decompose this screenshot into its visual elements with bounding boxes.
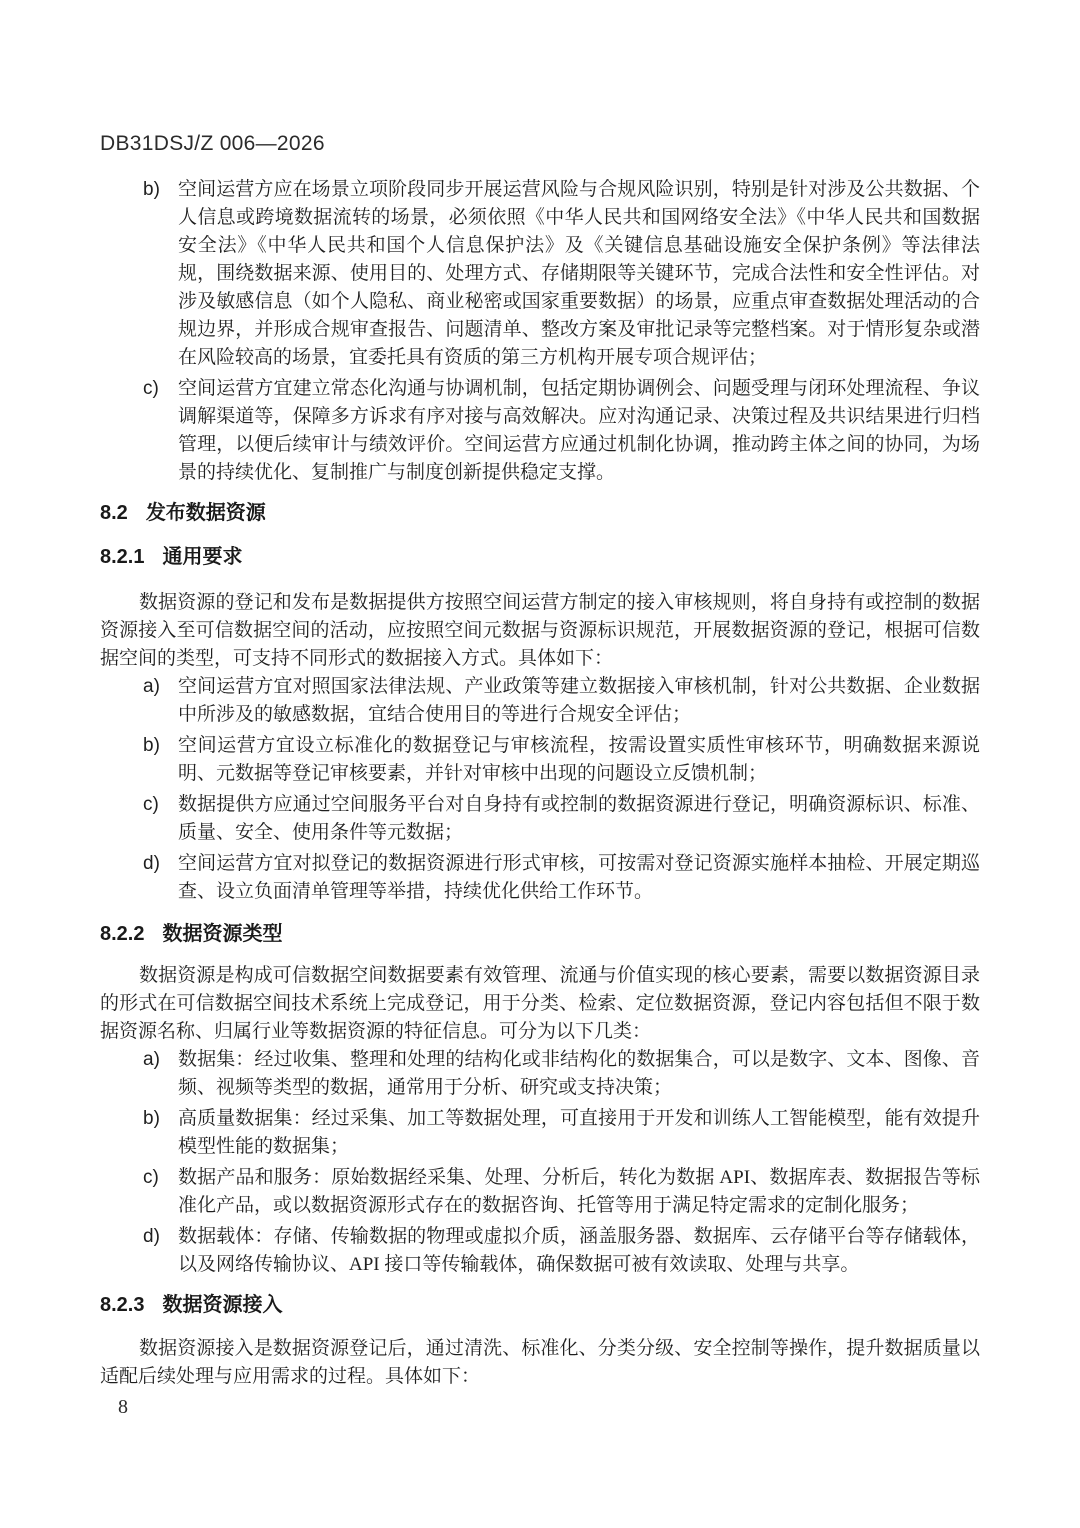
paragraph: 数据资源接入是数据资源登记后，通过清洗、标准化、分类分级、安全控制等操作，提升数据质量以适配后续处理与应用需求的过程。具体如下： [100, 1338, 980, 1387]
heading-title: 发布数据资源 [145, 502, 266, 524]
list-item-text: 空间运营方宜对拟登记的数据资源进行形式审核，可按需对登记资源实施样本抽检、开展定期巡查、设立负面清单管理等举措，持续优化供给工作环节。 [178, 853, 980, 902]
list-item-label: c) [143, 378, 159, 399]
heading-number: 8.2 [100, 502, 128, 524]
list-item [100, 732, 980, 788]
list-item [100, 850, 980, 906]
list-item [100, 1223, 980, 1279]
list-item-text: 数据集：经过收集、整理和处理的结构化或非结构化的数据集合，可以是数字、文本、图像、音频、视频等类型的数据，通常用于分析、研究或支持决策； [178, 1049, 980, 1098]
list-item-text: 数据提供方应通过空间服务平台对自身持有或控制的数据资源进行登记，明确资源标识、标准、质量、安全、使用条件等元数据； [178, 794, 980, 843]
paragraph: 数据资源的登记和发布是数据提供方按照空间运营方制定的接入审核规则，将自身持有或控制的数据资源接入至可信数据空间的活动，应按照空间元数据与资源标识规范，开展数据资源的登记，根据可信数据空间的类型，可支持不同形式的数据接入方式。具体如下： [100, 592, 980, 669]
list-item-label: d) [143, 1226, 160, 1247]
list-item [100, 375, 980, 487]
heading-title: 通用要求 [162, 546, 243, 568]
list-item-label: b) [143, 1108, 160, 1129]
list-item-label: c) [143, 1167, 159, 1188]
list-item-text: 空间运营方宜建立常态化沟通与协调机制，包括定期协调例会、问题受理与闭环处理流程、争议调解渠道等，保障多方诉求有序对接与高效解决。应对沟通记录、决策过程及共识结果进行归档管理，以便后续审计与绩效评价。空间运营方应通过机制化协调，推动跨主体之间的协同，为场景的持续优化、复制推广与制度创新提供稳定支撑。 [178, 378, 980, 483]
list-item-text: 空间运营方应在场景立项阶段同步开展运营风险与合规风险识别，特别是针对涉及公共数据、个人信息或跨境数据流转的场景，必须依照《中华人民共和国网络安全法》《中华人民共和国数据安全法》《中华人民共和国个人信息保护法》及《关键信息基础设施安全保护条例》等法律法规，围绕数据来源、使用目的、处理方式、存储期限等关键环节，完成合法性和安全性评估。对涉及敏感信息（如个人隐私、商业秘密或国家重要数据）的场景，应重点审查数据处理活动的合规边界，并形成合规审查报告、问题清单、整改方案及审批记录等完整档案。对于情形复杂或潜在风险较高的场景，宜委托具有资质的第三方机构开展专项合规评估； [178, 179, 980, 368]
list-item-text: 数据载体：存储、传输数据的物理或虚拟介质，涵盖服务器、数据库、云存储平台等存储载体，以及网络传输协议、API 接口等传输载体，确保数据可被有效读取、处理与共享。 [178, 1226, 980, 1275]
section-heading-8-2-1 [100, 543, 980, 571]
list-item-label: a) [143, 1049, 160, 1070]
list-item [100, 1046, 980, 1102]
list-item-label: d) [143, 853, 160, 874]
section-heading-8-2-3 [100, 1291, 980, 1319]
list-item-label: b) [143, 179, 160, 200]
list-item-text: 空间运营方宜设立标准化的数据登记与审核流程，按需设置实质性审核环节，明确数据来源说明、元数据等登记审核要素，并针对审核中出现的问题设立反馈机制； [178, 735, 980, 784]
page-content [100, 176, 980, 1391]
list-item [100, 176, 980, 372]
heading-number: 8.2.3 [100, 1294, 145, 1316]
list-item-label: c) [143, 794, 159, 815]
list-item-text: 数据产品和服务：原始数据经采集、处理、分析后，转化为数据 API、数据库表、数据报告等标准化产品，或以数据资源形式存在的数据咨询、托管等用于满足特定需求的定制化服务； [178, 1167, 980, 1216]
list-item-text: 空间运营方宜对照国家法律法规、产业政策等建立数据接入审核机制，针对公共数据、企业数据中所涉及的敏感数据，宜结合使用目的等进行合规安全评估； [178, 676, 980, 725]
heading-number: 8.2.1 [100, 546, 145, 568]
page-number: 8 [118, 1396, 128, 1418]
paragraph: 数据资源是构成可信数据空间数据要素有效管理、流通与价值实现的核心要素，需要以数据资源目录的形式在可信数据空间技术系统上完成登记，用于分类、检索、定位数据资源，登记内容包括但不限于数据资源名称、归属行业等数据资源的特征信息。可分为以下几类： [100, 965, 980, 1042]
list-item-label: a) [143, 676, 160, 697]
heading-title: 数据资源类型 [162, 923, 283, 945]
list-item [100, 1105, 980, 1161]
section-heading-8-2-2 [100, 920, 980, 948]
list-item [100, 791, 980, 847]
list-item-text: 高质量数据集：经过采集、加工等数据处理，可直接用于开发和训练人工智能模型，能有效提升模型性能的数据集； [178, 1108, 980, 1157]
section-heading-8-2 [100, 499, 980, 527]
heading-title: 数据资源接入 [162, 1294, 283, 1316]
list-item [100, 673, 980, 729]
doc-number: DB31DSJ/Z 006—2026 [100, 132, 325, 155]
list-item-label: b) [143, 735, 160, 756]
list-item [100, 1164, 980, 1220]
heading-number: 8.2.2 [100, 923, 145, 945]
